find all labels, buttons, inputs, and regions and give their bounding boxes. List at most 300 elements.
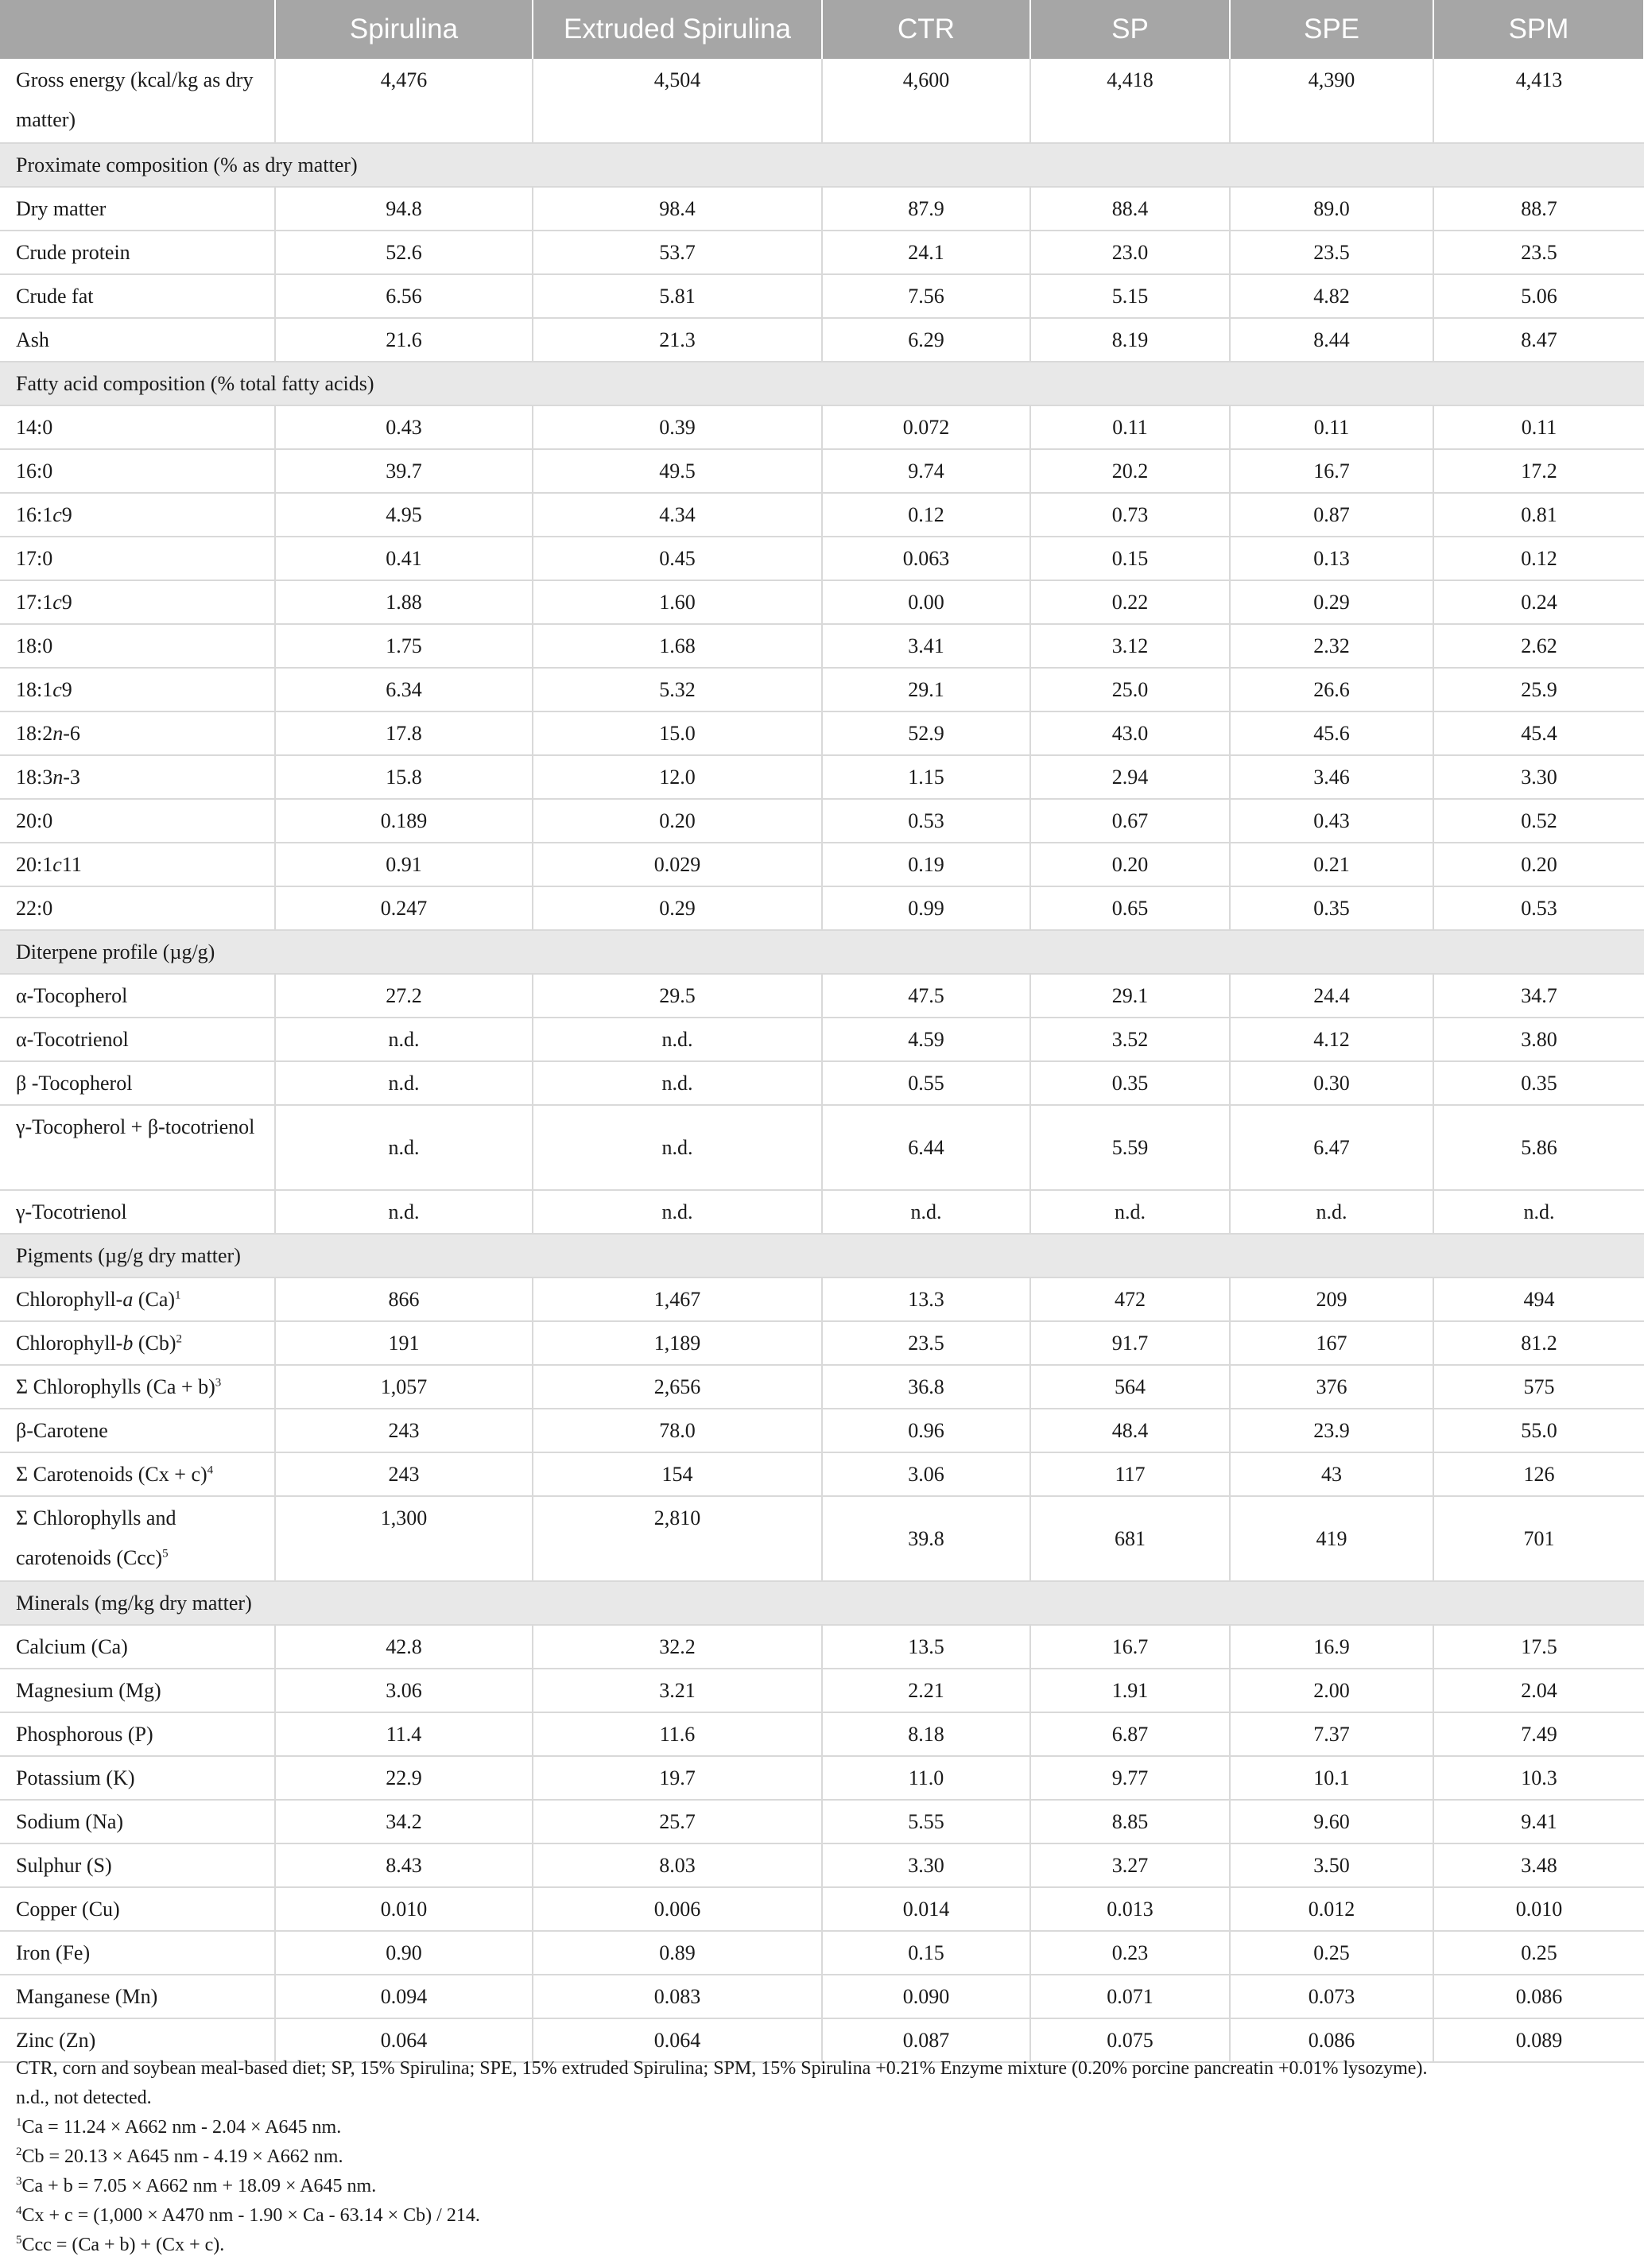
footnote-text: Cx + c = (1,000 × A470 nm - 1.90 × Ca - 63.14 × Cb) / 214. [21, 2205, 480, 2226]
footnote-text: Ca = 11.24 × A662 nm - 2.04 × A645 nm. [21, 2117, 342, 2138]
row-label-suffix: (Cb) [133, 1331, 176, 1355]
value-cell: 19.7 [533, 1756, 822, 1800]
row-label-suffix: -3 [63, 765, 80, 789]
value-cell: 5.59 [1030, 1105, 1230, 1190]
value-cell: 1,467 [533, 1277, 822, 1321]
value-cell: 8.03 [533, 1843, 822, 1887]
value-cell: 0.071 [1030, 1975, 1230, 2018]
row-label [0, 843, 275, 886]
value-cell: 0.083 [533, 1975, 822, 2018]
value-cell: 0.19 [822, 843, 1030, 886]
footnote-marker: 3 [215, 1375, 222, 1389]
value-cell: 8.85 [1030, 1800, 1230, 1843]
value-cell: 3.41 [822, 624, 1030, 668]
row-label-suffix: -6 [63, 721, 80, 745]
value-cell: 4.12 [1230, 1018, 1433, 1061]
value-cell: 0.52 [1433, 799, 1644, 843]
value-cell: 3.21 [533, 1669, 822, 1712]
value-cell: 0.25 [1433, 1931, 1644, 1975]
value-cell: 5.86 [1433, 1105, 1644, 1190]
value-cell: 78.0 [533, 1409, 822, 1452]
footnote-marker: 2 [16, 2146, 22, 2158]
footnote-equation [16, 2201, 1630, 2231]
footnote-marker: 5 [162, 1547, 169, 1560]
value-cell: 43 [1230, 1452, 1433, 1496]
value-cell: 0.53 [1433, 886, 1644, 930]
value-cell: 36.8 [822, 1365, 1030, 1409]
value-cell: 419 [1230, 1496, 1433, 1581]
value-cell: 1.60 [533, 580, 822, 624]
value-cell: 42.8 [275, 1625, 533, 1669]
value-cell: 13.3 [822, 1277, 1030, 1321]
value-cell: 4.82 [1230, 274, 1433, 318]
row-label: Calcium (Ca) [0, 1625, 275, 1669]
value-cell: 243 [275, 1409, 533, 1452]
table-row [0, 1887, 1644, 1931]
value-cell: 11.4 [275, 1712, 533, 1756]
value-cell: 0.20 [533, 799, 822, 843]
row-label: Gross energy (kcal/kg as dry matter) [0, 59, 275, 143]
value-cell: 0.11 [1230, 405, 1433, 449]
row-label: Dry matter [0, 187, 275, 231]
value-cell: 0.087 [822, 2018, 1030, 2062]
value-cell: 88.7 [1433, 187, 1644, 231]
table-body [0, 59, 1644, 2062]
value-cell: 7.49 [1433, 1712, 1644, 1756]
row-label [0, 1365, 275, 1409]
row-label-italic: c [52, 502, 62, 526]
value-cell: 0.43 [275, 405, 533, 449]
header-cell-empty [0, 0, 275, 59]
footnote-text: Cb = 20.13 × A645 nm - 4.19 × A662 nm. [21, 2146, 343, 2167]
value-cell: 0.25 [1230, 1931, 1433, 1975]
value-cell: 24.4 [1230, 974, 1433, 1018]
value-cell: 39.8 [822, 1496, 1030, 1581]
value-cell: 0.29 [533, 886, 822, 930]
value-cell: 0.81 [1433, 493, 1644, 537]
value-cell: 3.50 [1230, 1843, 1433, 1887]
value-cell: 45.6 [1230, 711, 1433, 755]
value-cell: 564 [1030, 1365, 1230, 1409]
value-cell: 3.30 [1433, 755, 1644, 799]
value-cell: 0.23 [1030, 1931, 1230, 1975]
table-row [0, 231, 1644, 274]
row-label: β -Tocopherol [0, 1061, 275, 1105]
table-row [0, 59, 1644, 143]
table-row [0, 1277, 1644, 1321]
row-label-text: 20:1 [16, 852, 53, 876]
value-cell: 5.15 [1030, 274, 1230, 318]
value-cell: 0.35 [1433, 1061, 1644, 1105]
table-header [0, 0, 1644, 59]
value-cell: 43.0 [1030, 711, 1230, 755]
table-row [0, 187, 1644, 231]
value-cell: 0.90 [275, 1931, 533, 1975]
value-cell: 0.20 [1433, 843, 1644, 886]
value-cell: 11.6 [533, 1712, 822, 1756]
row-label-text: 18:1 [16, 677, 53, 701]
value-cell: 8.43 [275, 1843, 533, 1887]
value-cell: 27.2 [275, 974, 533, 1018]
value-cell: 2.21 [822, 1669, 1030, 1712]
value-cell: n.d. [822, 1190, 1030, 1234]
value-cell: 16.9 [1230, 1625, 1433, 1669]
section-label: Diterpene profile (µg/g) [0, 930, 1644, 974]
value-cell: 0.43 [1230, 799, 1433, 843]
table-row [0, 1625, 1644, 1669]
table-row [0, 580, 1644, 624]
value-cell: 6.87 [1030, 1712, 1230, 1756]
value-cell: 52.9 [822, 711, 1030, 755]
value-cell: 5.32 [533, 668, 822, 711]
value-cell: 2.32 [1230, 624, 1433, 668]
value-cell: 15.8 [275, 755, 533, 799]
value-cell: 0.41 [275, 537, 533, 580]
value-cell: 6.56 [275, 274, 533, 318]
section-label: Pigments (µg/g dry matter) [0, 1234, 1644, 1277]
value-cell: 12.0 [533, 755, 822, 799]
footnote-text: Ccc = (Ca + b) + (Cx + c). [21, 2235, 225, 2255]
value-cell: 3.52 [1030, 1018, 1230, 1061]
value-cell: 0.53 [822, 799, 1030, 843]
row-label-text: 17:1 [16, 590, 53, 614]
value-cell: 154 [533, 1452, 822, 1496]
value-cell: 6.44 [822, 1105, 1030, 1190]
table-row [0, 1800, 1644, 1843]
value-cell: 17.5 [1433, 1625, 1644, 1669]
value-cell: 23.5 [1433, 231, 1644, 274]
row-label-suffix: (Ca) [133, 1287, 176, 1311]
value-cell: 0.96 [822, 1409, 1030, 1452]
value-cell: 0.086 [1230, 2018, 1433, 2062]
header-cell-spm: SPM [1433, 0, 1644, 59]
value-cell: 23.0 [1030, 231, 1230, 274]
value-cell: 26.6 [1230, 668, 1433, 711]
row-label: 22:0 [0, 886, 275, 930]
row-label-text: Σ Chlorophylls (Ca + b) [16, 1374, 215, 1398]
value-cell: 23.5 [822, 1321, 1030, 1365]
header-cell-sp: SP [1030, 0, 1230, 59]
value-cell: n.d. [533, 1190, 822, 1234]
value-cell: 494 [1433, 1277, 1644, 1321]
row-label: 20:0 [0, 799, 275, 843]
row-label [0, 1452, 275, 1496]
value-cell: 6.47 [1230, 1105, 1433, 1190]
value-cell: 243 [275, 1452, 533, 1496]
value-cell: n.d. [1433, 1190, 1644, 1234]
table-row [0, 1452, 1644, 1496]
value-cell: 6.34 [275, 668, 533, 711]
value-cell: 7.37 [1230, 1712, 1433, 1756]
value-cell: n.d. [275, 1105, 533, 1190]
value-cell: 701 [1433, 1496, 1644, 1581]
table-row [0, 1365, 1644, 1409]
value-cell: 1,189 [533, 1321, 822, 1365]
value-cell: 0.010 [275, 1887, 533, 1931]
footnote-equation [16, 2142, 1630, 2172]
header-cell-spe: SPE [1230, 0, 1433, 59]
value-cell: 9.74 [822, 449, 1030, 493]
row-label [0, 580, 275, 624]
row-label: 18:0 [0, 624, 275, 668]
table-footnotes [16, 2054, 1630, 2260]
footnote-marker: 1 [175, 1288, 181, 1301]
row-label-suffix: 11 [61, 852, 82, 876]
value-cell: 81.2 [1433, 1321, 1644, 1365]
row-label-text: 18:2 [16, 721, 53, 745]
row-label-suffix: 9 [61, 590, 72, 614]
table-row [0, 1190, 1644, 1234]
value-cell: 25.9 [1433, 668, 1644, 711]
section-label: Proximate composition (% as dry matter) [0, 143, 1644, 187]
value-cell: 9.41 [1433, 1800, 1644, 1843]
value-cell: 48.4 [1030, 1409, 1230, 1452]
value-cell: 575 [1433, 1365, 1644, 1409]
value-cell: 34.2 [275, 1800, 533, 1843]
value-cell: 0.064 [275, 2018, 533, 2062]
value-cell: 0.006 [533, 1887, 822, 1931]
row-label-suffix: 9 [61, 502, 72, 526]
value-cell: n.d. [1230, 1190, 1433, 1234]
table-row [0, 1931, 1644, 1975]
section-row [0, 930, 1644, 974]
value-cell: 4,413 [1433, 59, 1644, 143]
header-cell-extruded-spirulina: Extruded Spirulina [533, 0, 822, 59]
row-label: Sulphur (S) [0, 1843, 275, 1887]
value-cell: 209 [1230, 1277, 1433, 1321]
row-label: 17:0 [0, 537, 275, 580]
table-row [0, 624, 1644, 668]
row-label: Potassium (K) [0, 1756, 275, 1800]
value-cell: 8.19 [1030, 318, 1230, 362]
value-cell: 0.073 [1230, 1975, 1433, 2018]
value-cell: 4,390 [1230, 59, 1433, 143]
value-cell: 0.39 [533, 405, 822, 449]
value-cell: 0.89 [533, 1931, 822, 1975]
value-cell: 1.91 [1030, 1669, 1230, 1712]
value-cell: 8.44 [1230, 318, 1433, 362]
row-label: 16:0 [0, 449, 275, 493]
value-cell: 3.48 [1433, 1843, 1644, 1887]
value-cell: 681 [1030, 1496, 1230, 1581]
value-cell: 0.010 [1433, 1887, 1644, 1931]
value-cell: 52.6 [275, 231, 533, 274]
value-cell: 0.24 [1433, 580, 1644, 624]
value-cell: 0.29 [1230, 580, 1433, 624]
value-cell: 0.65 [1030, 886, 1230, 930]
value-cell: n.d. [533, 1105, 822, 1190]
value-cell: 87.9 [822, 187, 1030, 231]
value-cell: 3.06 [822, 1452, 1030, 1496]
footnote-equation [16, 2172, 1630, 2201]
value-cell: 32.2 [533, 1625, 822, 1669]
value-cell: 8.47 [1433, 318, 1644, 362]
row-label [0, 755, 275, 799]
table-row [0, 886, 1644, 930]
value-cell: 20.2 [1030, 449, 1230, 493]
table-row [0, 711, 1644, 755]
section-row [0, 1581, 1644, 1625]
section-label: Minerals (mg/kg dry matter) [0, 1581, 1644, 1625]
value-cell: 4.95 [275, 493, 533, 537]
value-cell: 0.11 [1030, 405, 1230, 449]
footnote-marker: 2 [176, 1332, 183, 1345]
value-cell: 23.9 [1230, 1409, 1433, 1452]
row-label: α-Tocotrienol [0, 1018, 275, 1061]
value-cell: 117 [1030, 1452, 1230, 1496]
table-row [0, 493, 1644, 537]
value-cell: 0.15 [822, 1931, 1030, 1975]
footnote-not-detected: n.d., not detected. [16, 2088, 152, 2108]
value-cell: 0.35 [1230, 886, 1433, 930]
value-cell: 0.12 [822, 493, 1030, 537]
value-cell: 45.4 [1433, 711, 1644, 755]
value-cell: 16.7 [1230, 449, 1433, 493]
value-cell: 5.55 [822, 1800, 1030, 1843]
section-row [0, 143, 1644, 187]
value-cell: 0.21 [1230, 843, 1433, 886]
value-cell: 4.34 [533, 493, 822, 537]
row-label: Zinc (Zn) [0, 2018, 275, 2062]
value-cell: 11.0 [822, 1756, 1030, 1800]
value-cell: 0.072 [822, 405, 1030, 449]
row-label: γ-Tocopherol + β-tocotrienol [0, 1105, 275, 1190]
row-label: Phosphorous (P) [0, 1712, 275, 1756]
value-cell: 0.247 [275, 886, 533, 930]
value-cell: 29.5 [533, 974, 822, 1018]
value-cell: 4.59 [822, 1018, 1030, 1061]
value-cell: 0.012 [1230, 1887, 1433, 1931]
row-label [0, 711, 275, 755]
value-cell: 2.04 [1433, 1669, 1644, 1712]
row-label [0, 1277, 275, 1321]
value-cell: 126 [1433, 1452, 1644, 1496]
row-label: Sodium (Na) [0, 1800, 275, 1843]
section-row [0, 362, 1644, 405]
value-cell: 3.12 [1030, 624, 1230, 668]
value-cell: 1.15 [822, 755, 1030, 799]
value-cell: 3.46 [1230, 755, 1433, 799]
value-cell: 1,300 [275, 1496, 533, 1581]
value-cell: 167 [1230, 1321, 1433, 1365]
footnote-equation [16, 2231, 1630, 2260]
table-row [0, 537, 1644, 580]
footnote-marker: 4 [207, 1463, 214, 1476]
value-cell: 39.7 [275, 449, 533, 493]
row-label-italic: c [52, 590, 62, 614]
row-label-italic: b [122, 1331, 134, 1355]
table-row [0, 668, 1644, 711]
value-cell: 1.75 [275, 624, 533, 668]
value-cell: 25.0 [1030, 668, 1230, 711]
value-cell: 0.090 [822, 1975, 1030, 2018]
section-row [0, 1234, 1644, 1277]
value-cell: 17.8 [275, 711, 533, 755]
value-cell: 0.55 [822, 1061, 1030, 1105]
value-cell: 191 [275, 1321, 533, 1365]
value-cell: 34.7 [1433, 974, 1644, 1018]
footnote-equations [16, 2113, 1630, 2260]
value-cell: 15.0 [533, 711, 822, 755]
value-cell: 0.20 [1030, 843, 1230, 886]
value-cell: 0.11 [1433, 405, 1644, 449]
row-label [0, 1321, 275, 1365]
value-cell: 0.064 [533, 2018, 822, 2062]
row-label: β-Carotene [0, 1409, 275, 1452]
value-cell: 98.4 [533, 187, 822, 231]
value-cell: 7.56 [822, 274, 1030, 318]
row-label-suffix: 9 [61, 677, 72, 701]
row-label: γ-Tocotrienol [0, 1190, 275, 1234]
value-cell: 49.5 [533, 449, 822, 493]
value-cell: 9.77 [1030, 1756, 1230, 1800]
row-label [0, 668, 275, 711]
footnote-marker: 5 [16, 2234, 22, 2247]
header-cell-spirulina: Spirulina [275, 0, 533, 59]
value-cell: 10.3 [1433, 1756, 1644, 1800]
table-row [0, 755, 1644, 799]
footnote-text: Ca + b = 7.05 × A662 nm + 18.09 × A645 nm. [21, 2176, 377, 2196]
row-label: Iron (Fe) [0, 1931, 275, 1975]
row-label-text: 18:3 [16, 765, 53, 789]
value-cell: 25.7 [533, 1800, 822, 1843]
table-row [0, 799, 1644, 843]
value-cell: 0.00 [822, 580, 1030, 624]
table-row [0, 1018, 1644, 1061]
value-cell: 0.014 [822, 1887, 1030, 1931]
row-label-text: Σ Carotenoids (Cx + c) [16, 1462, 207, 1486]
row-label [0, 493, 275, 537]
value-cell: n.d. [533, 1061, 822, 1105]
value-cell: 17.2 [1433, 449, 1644, 493]
value-cell: 3.27 [1030, 1843, 1230, 1887]
value-cell: 24.1 [822, 231, 1030, 274]
table-row [0, 1669, 1644, 1712]
table-row [0, 1409, 1644, 1452]
table-row [0, 843, 1644, 886]
row-label-italic: a [122, 1287, 134, 1311]
value-cell: 29.1 [822, 668, 1030, 711]
value-cell: 23.5 [1230, 231, 1433, 274]
value-cell: 0.67 [1030, 799, 1230, 843]
value-cell: 0.35 [1030, 1061, 1230, 1105]
value-cell: 8.18 [822, 1712, 1030, 1756]
header-row [0, 0, 1644, 59]
row-label: Copper (Cu) [0, 1887, 275, 1931]
value-cell: 22.9 [275, 1756, 533, 1800]
value-cell: n.d. [533, 1018, 822, 1061]
value-cell: 3.06 [275, 1669, 533, 1712]
value-cell: 1.68 [533, 624, 822, 668]
table-row [0, 1321, 1644, 1365]
value-cell: 0.45 [533, 537, 822, 580]
value-cell: 2,656 [533, 1365, 822, 1409]
value-cell: 0.094 [275, 1975, 533, 2018]
value-cell: 91.7 [1030, 1321, 1230, 1365]
value-cell: n.d. [275, 1061, 533, 1105]
header-cell-ctr: CTR [822, 0, 1030, 59]
value-cell: 94.8 [275, 187, 533, 231]
value-cell: 3.30 [822, 1843, 1030, 1887]
row-label-italic: c [52, 852, 62, 876]
value-cell: 2.94 [1030, 755, 1230, 799]
value-cell: 4,504 [533, 59, 822, 143]
row-label-italic: n [52, 765, 64, 789]
table-row [0, 1712, 1644, 1756]
value-cell: 47.5 [822, 974, 1030, 1018]
row-label: Ash [0, 318, 275, 362]
value-cell: 4,600 [822, 59, 1030, 143]
